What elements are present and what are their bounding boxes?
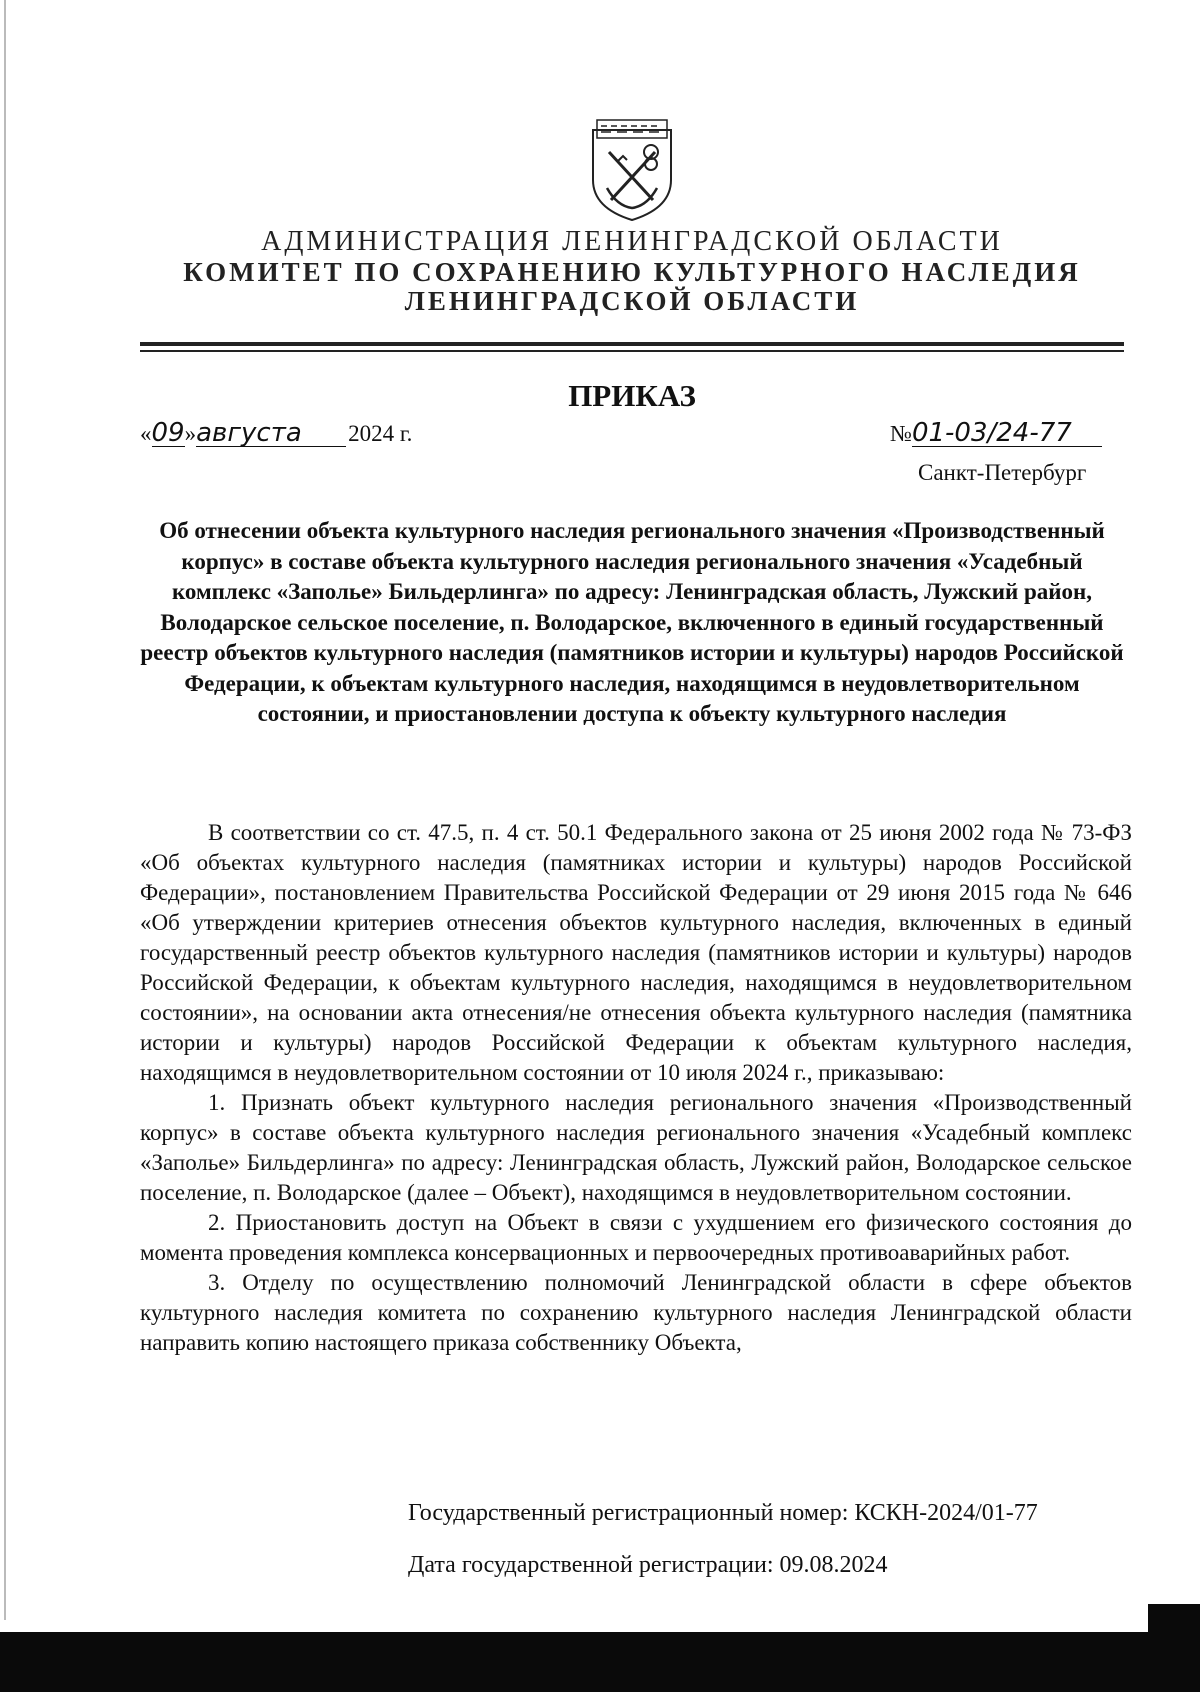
registration-date: Дата государственной регистрации: 09.08.2024 <box>408 1552 888 1578</box>
header-rule-thin <box>140 350 1124 352</box>
number-sign: № <box>890 421 912 446</box>
coat-of-arms-icon <box>587 118 677 222</box>
header-region: ЛЕНИНГРАДСКОЙ ОБЛАСТИ <box>404 286 860 316</box>
date-month-handwritten: августа <box>196 420 346 447</box>
header-committee: КОМИТЕТ ПО СОХРАНЕНИЮ КУЛЬТУРНОГО НАСЛЕДИЯ <box>183 257 1081 287</box>
body-item-2: 2. Приостановить доступ на Объект в связи с ухудшением его физического состояния до момента проведения комплекса консервационных и первоочередных противоаварийных работ. <box>140 1210 1132 1265</box>
order-body <box>140 818 1132 1358</box>
number-handwritten: 01-03/24-77 <box>912 420 1102 447</box>
order-number <box>890 420 1102 447</box>
date-year: 2024 г. <box>348 421 413 446</box>
body-item-3: 3. Отделу по осуществлению полномочий Ленинградской области в сфере объектов культурного наследия комитета по сохранению культурного наследия Ленинградской области направить копию настоящего приказа собственнику Объекта, <box>140 1270 1132 1355</box>
registration-number: Государственный регистрационный номер: КСКН-2024/01-77 <box>408 1500 1038 1526</box>
header-rule-thick <box>140 342 1124 346</box>
body-preamble: В соответствии со ст. 47.5, п. 4 ст. 50.1 Федерального закона от 25 июня 2002 года № 73-ФЗ «Об объектах культурного наследия (памятниках истории и культуры) народов Российской Федерации», постановлением Правительства Российской Федерации от 29 июня 2015 года № 646 «Об утверждении критериев отнесения объектов культурного наследия, включенных в единый государственный реестр объектов культурного наследия (памятников истории и культуры) народов Российской Федерации, к объектам культурного наследия, находящимся в неудовлетворительном состоянии», на основании акта отнесения/не отнесения объекта культурного наследия (памятника истории и культуры) народов Российской Федерации к объектам культурного наследия, находящимся в неудовлетворительном состоянии от 10 июля 2024 г., приказываю: <box>140 820 1132 1085</box>
order-city: Санкт-Петербург <box>918 460 1087 485</box>
order-subject-title: Об отнесении объекта культурного наследия регионального значения «Производственный корпус» в составе объекта культурного наследия регионального значения «Усадебный комплекс «Заполье» Бильдерлинга» по адресу: Ленинградская область, Лужский район, Володарское сельское поселение, п. Володарское, включенного в единый государственный реестр объектов культурного наследия (памятников истории и культуры) народов Российской Федерации, к объектам культурного наследия, находящимся в неудовлетворительном состоянии, и приостановлении доступа к объекту культурного наследия <box>140 518 1124 726</box>
date-day-handwritten: 09 <box>151 418 185 448</box>
date-close-quote: » <box>184 421 197 446</box>
order-date <box>140 420 412 447</box>
header-administration: АДМИНИСТРАЦИЯ ЛЕНИНГРАДСКОЙ ОБЛАСТИ <box>261 226 1003 257</box>
body-item-1: 1. Признать объект культурного наследия регионального значения «Производственный корпус» в составе объекта культурного наследия регионального значения «Усадебный комплекс «Заполье» Бильдерлинга» по адресу: Ленинградская область, Лужский район, Володарское сельское поселение, п. Володарское (далее – Объект), находящимся в неудовлетворительном состоянии. <box>140 1090 1132 1205</box>
document-type-title: ПРИКАЗ <box>568 378 696 413</box>
date-open-quote: « <box>140 421 152 446</box>
scan-bottom-shadow <box>0 1632 1200 1692</box>
